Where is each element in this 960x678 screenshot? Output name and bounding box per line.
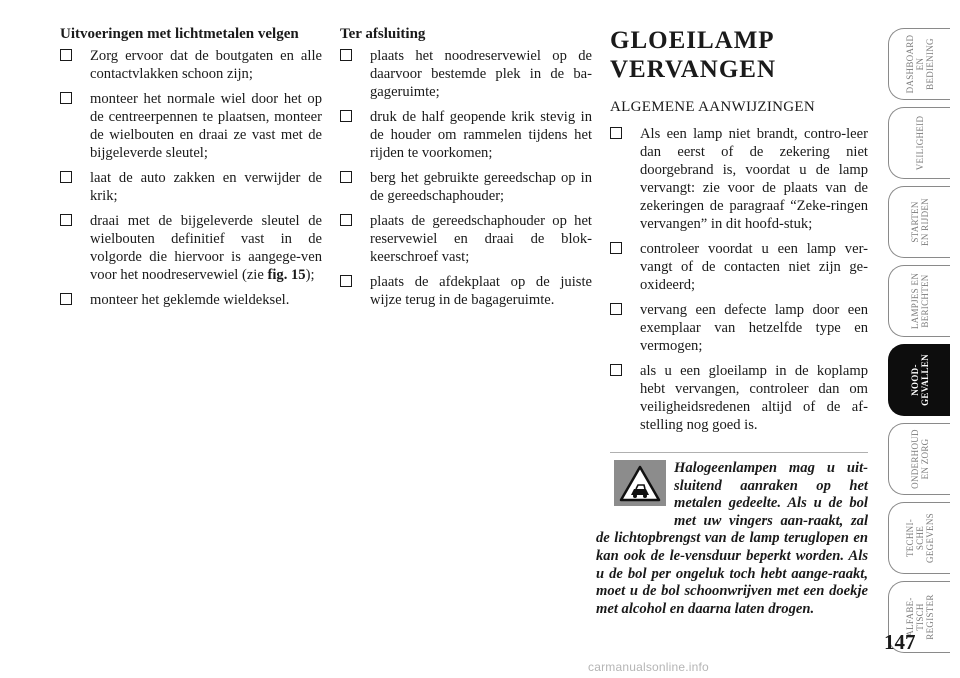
tab-emergencies[interactable]: NOOD- GEVALLEN [888,344,950,416]
checkbox-bullet-icon [340,110,352,122]
checkbox-bullet-icon [60,92,72,104]
bullet-list-3 [610,125,868,434]
section-heading-finishing: Ter afsluiting [340,26,426,42]
bullet-list-1 [60,47,322,309]
checkbox-bullet-icon [340,49,352,61]
section-subheading: ALGEMENE AANWIJZINGEN [610,99,816,115]
chapter-tabs [888,28,950,660]
tab-technical-data[interactable]: TECHNI- SCHE GEGEVENS [888,502,950,574]
checkbox-bullet-icon [340,171,352,183]
tab-warning-lights[interactable]: LAMPJES EN BERICHTEN [888,265,950,337]
bullet-list-2 [340,47,592,309]
checkbox-bullet-icon [60,171,72,183]
checkbox-bullet-icon [60,293,72,305]
section-divider [610,452,868,453]
tab-dashboard[interactable]: DASHBOARD EN BEDIENING [888,28,950,100]
checkbox-bullet-icon [610,364,622,376]
checkbox-bullet-icon [610,303,622,315]
list-item: monteer het geklemde wieldeksel. [60,291,322,309]
checkbox-bullet-icon [340,275,352,287]
list-item: controleer voordat u een lamp ver-vangt of de contacten niet zijn ge-oxideerd; [610,240,868,294]
list-item: Als een lamp niet brandt, contro-leer dan eerst of de zekering niet doorgebrand is, voordat u de lamp vervangt: zie voor de plaats van de zekeringen de paragraaf “Zeke-ringen vervangen” in dit hoofd-stuk; [610,125,868,233]
column-3 [610,24,868,441]
list-item: vervang een defecte lamp door een exemplaar van hetzelfde type en vermogen; [610,301,868,355]
list-item: plaats het noodreservewiel op de daarvoor bestemde plek in de ba-gageruimte; [340,47,592,101]
list-item: berg het gebruikte gereedschap op in de gereedschaphouder; [340,169,592,205]
figure-reference[interactable]: fig. 15 [267,267,306,283]
list-item: monteer het normale wiel door het op de centreerpennen te plaatsen, monteer de wielbouten en draai ze vast met de bijgeleverde sleutel; [60,90,322,162]
checkbox-bullet-icon [610,242,622,254]
page-number: 147 [884,630,916,654]
list-item: plaats de gereedschaphouder op het reservewiel en draai de blok-keerschroef vast; [340,212,592,266]
checkbox-bullet-icon [60,214,72,226]
tab-safety[interactable]: VEILIGHEID [888,107,950,179]
watermark: carmanualsonline.info [588,660,709,674]
checkbox-bullet-icon [610,127,622,139]
list-item: plaats de afdekplaat op de juiste wijze terug in de bagageruimte. [340,273,592,309]
list-item: draai met de bijgeleverde sleutel de wielbouten definitief vast in de volgorde die hiervoor is aangege-ven voor het noodreservewiel (zie fig. 15); [60,212,322,284]
list-item: Zorg ervoor dat de boutgaten en alle contactvlakken schoon zijn; [60,47,322,83]
checkbox-bullet-icon [60,49,72,61]
list-item: laat de auto zakken en verwijder de krik; [60,169,322,205]
section-heading-alloy-wheels: Uitvoeringen met lichtmetalen velgen [60,26,299,42]
checkbox-bullet-icon [340,214,352,226]
list-item: druk de half geopende krik stevig in de houder om rammelen tijdens het rijden te voorkomen; [340,108,592,162]
tab-starting-driving[interactable]: STARTEN EN RIJDEN [888,186,950,258]
tab-index[interactable]: ALFABE- TISCH REGISTER [888,581,950,653]
column-1 [60,24,322,316]
warning-note: Halogeenlampen mag u uit-sluitend aanraken op het metalen gedeelte. Als u de bol met uw vingers aan-raakt, zal de lichtopbrengst van de lamp teruglopen en kan ook de le-vensduur beperkt worden. Als u de bol per ongeluk toch hebt aange-raakt, moet u de bol schoonwrijven met een doekje met alcohol en daarna laten drogen. [596,460,868,617]
chapter-title: GLOEILAMP VERVANGEN [610,27,777,83]
list-item: als u een gloeilamp in de koplamp hebt vervangen, controleer dan om veiligheidsredenen altijd of de af-stelling nog goed is. [610,362,868,434]
tab-maintenance[interactable]: ONDERHOUD EN ZORG [888,423,950,495]
column-2 [340,24,592,316]
